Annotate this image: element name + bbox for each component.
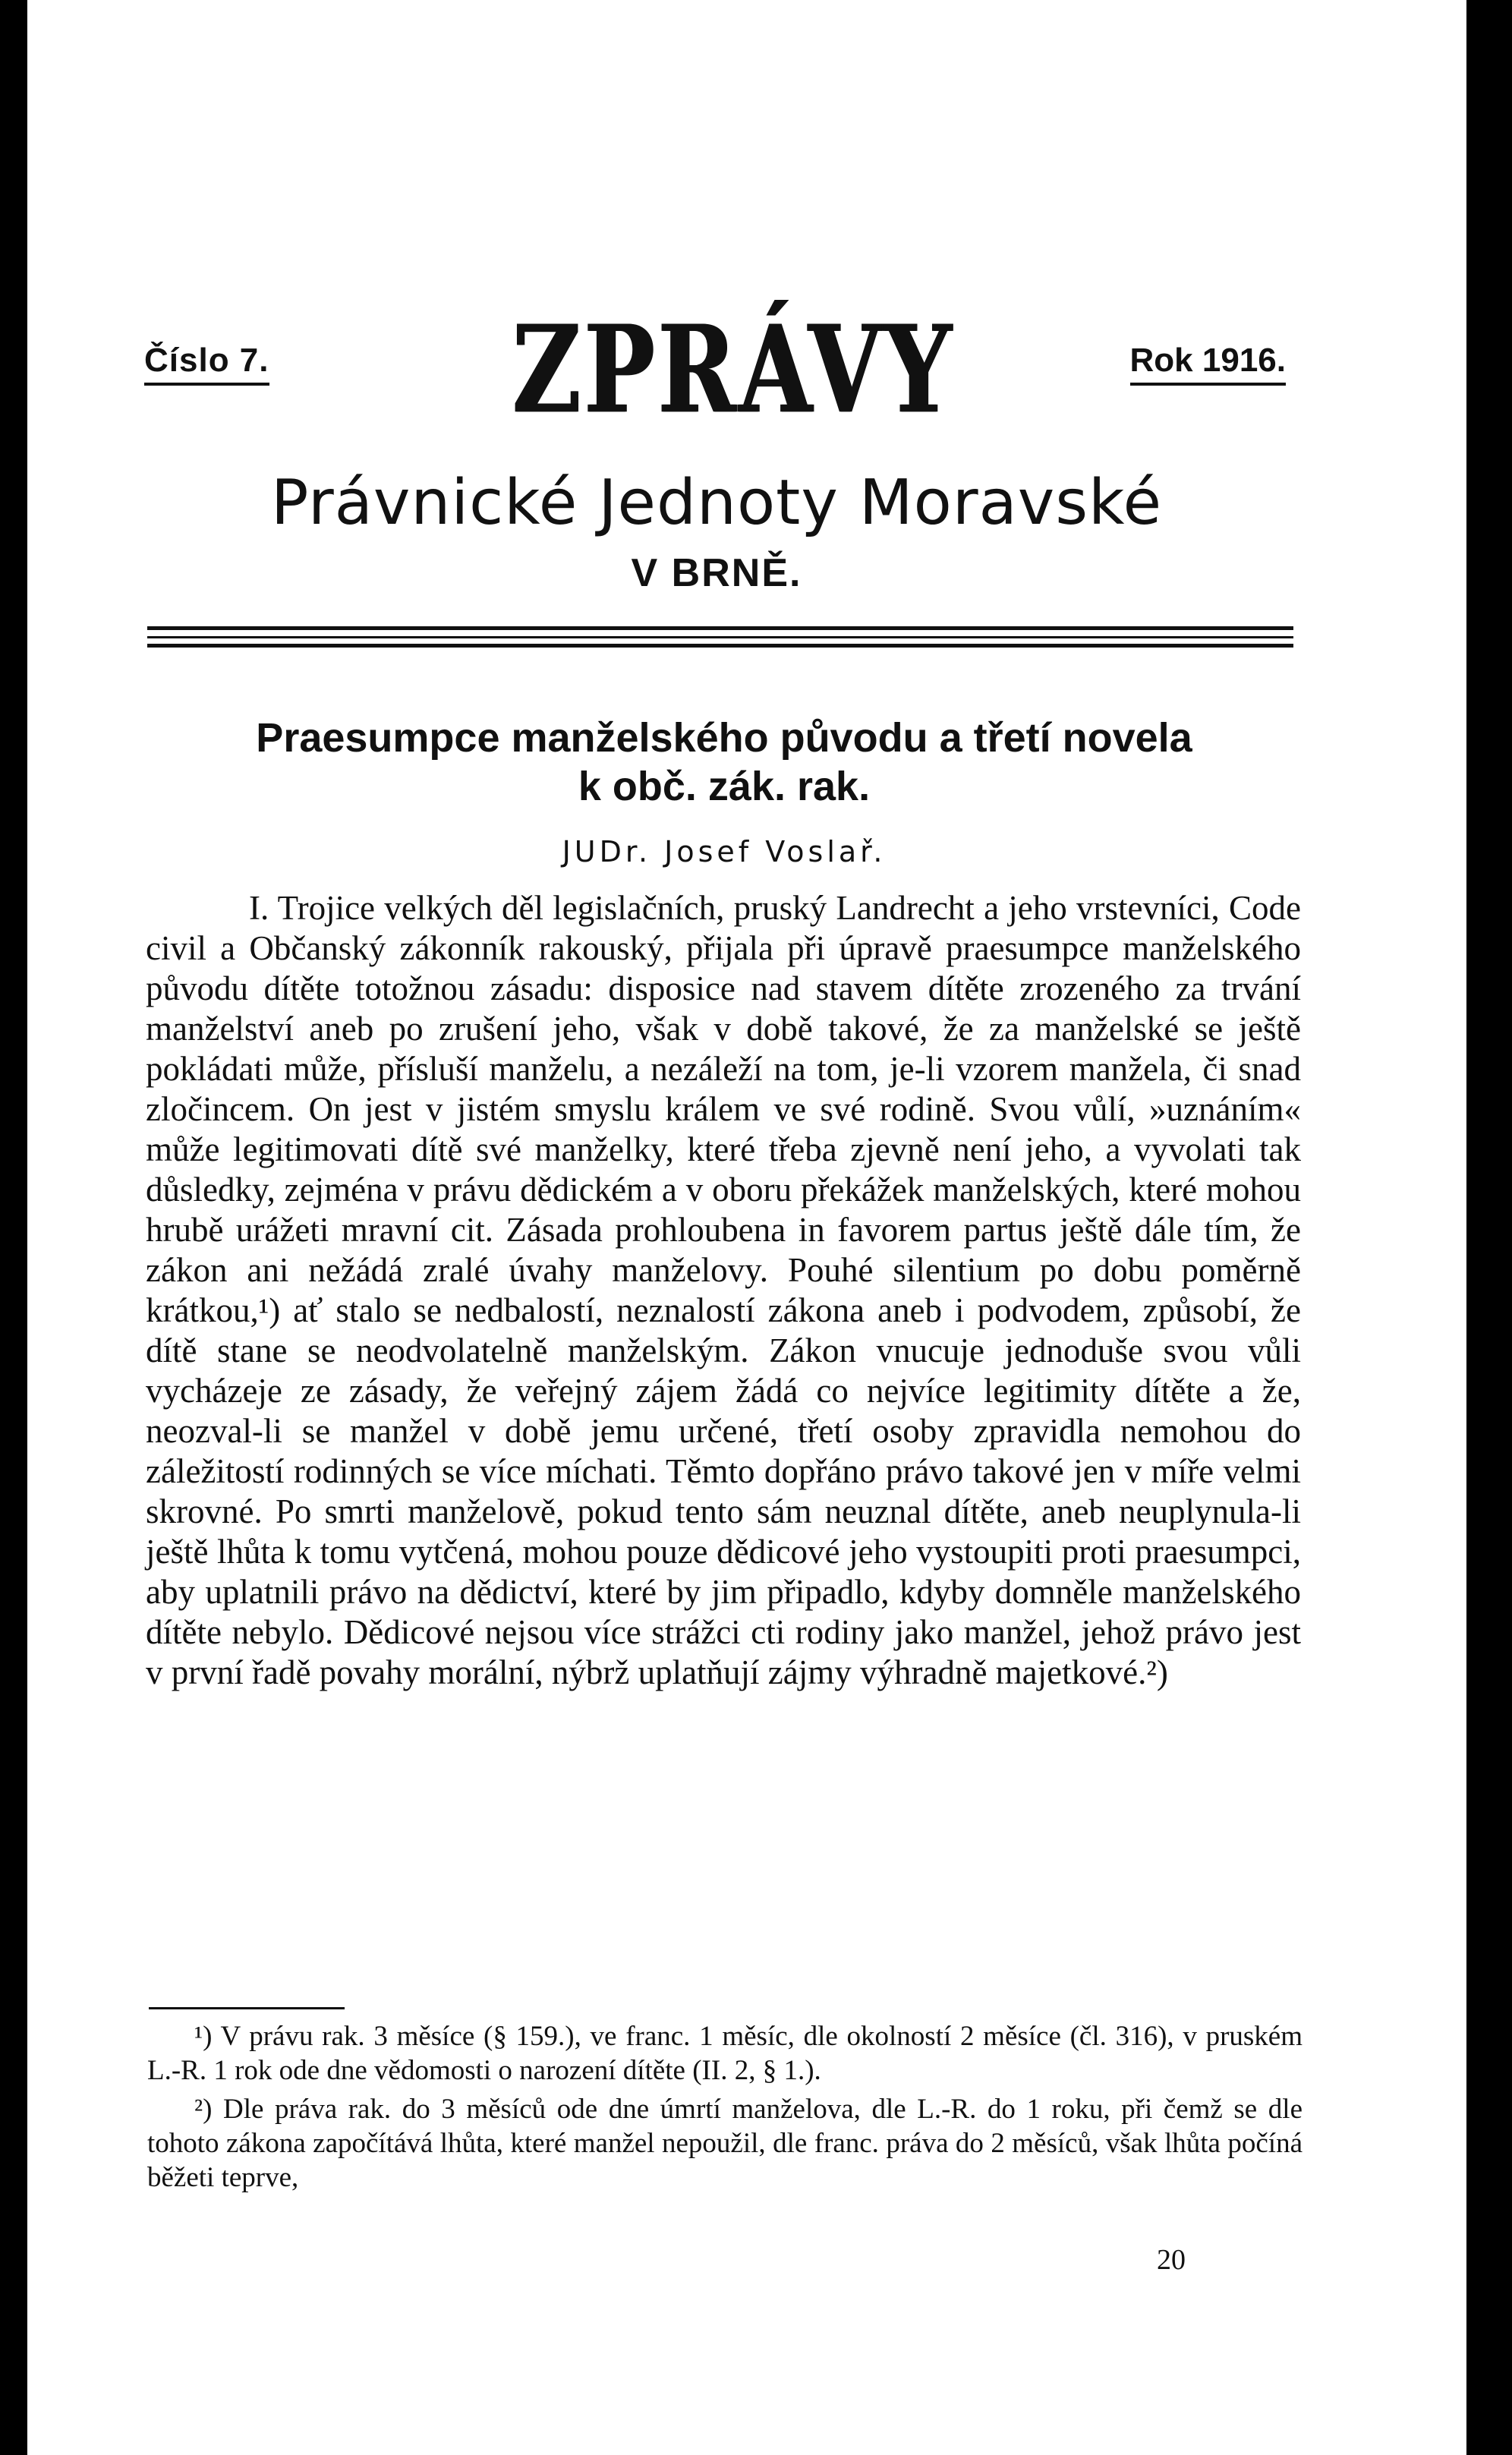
issue-number: Číslo 7.	[144, 342, 269, 386]
header-divider	[147, 636, 1293, 638]
header-divider	[147, 644, 1293, 648]
article-author: JUDr. Josef Voslař.	[562, 835, 887, 868]
footnote: ¹) V právu rak. 3 měsíce (§ 159.), ve franc. 1 měsíc, dle okolností 2 měsíce (čl. 316), v pruském L.-R. 1 rok ode dne vědomosti o narození dítěte (II. 2, § 1.).	[147, 2021, 1303, 2086]
journal-city: V BRNĚ.	[631, 551, 802, 595]
masthead-header	[132, 300, 1301, 441]
document-page	[11, 0, 1483, 2455]
article-body	[146, 888, 1301, 1693]
article-title-line: k obč. zák. rak.	[578, 764, 871, 809]
issue-year: Rok 1916.	[1130, 342, 1286, 386]
footnote-divider	[149, 2007, 345, 2009]
footnotes	[147, 2019, 1303, 2199]
body-paragraph: I. Trojice velkých děl legislačních, pruský Landrecht a jeho vrstevníci, Code civil a Občanský zákonník rakouský, přijala při úpravě praesumpce manželského původu dítěte totožnou zásadu: disposice nad stavem dítěte zrozeného za trvání manželství aneb po zrušení jeho, však v době takové, že za manželské se ještě pokládati může, přísluší manželu, a nezáleží na tom, je-li vzorem manžela, či snad zločincem. On jest v jistém smyslu králem ve své rodině. Svou vůlí, »uznáním« může legitimovati dítě své manželky, které třeba zjevně není jeho, a vyvolati tak důsledky, zejména v právu dědickém a v oboru překážek manželských, které mohou hrubě urážeti mravní cit. Zásada prohloubena in favorem partus ještě dále tím, že zákon ani nežádá zralé úvahy manželovy. Pouhé silentium po dobu poměrně krátkou,¹) ať stalo se nedbalostí, neznalostí zákona aneb i podvodem, způsobí, že dítě stane se neodvolatelně manželským. Zákon vnucuje jednoduše svou vůli vycházeje ze zásady, že veřejný zájem žádá co nejvíce legitimity dítěte a že, neozval-li se manžel v době jemu určené, třetí osoby zpravidla nemohou do záležitostí rodinných se více míchati. Těmto dopřáno právo takové jen v míře velmi skrovné. Po smrti manželově, pokud tento sám neuznal dítěte, aneb neuplynula-li ještě lhůta k tomu vytčená, mohou pouze dědicové jeho vystoupiti proti praesumpci, aby uplatnili právo na dědictví, které by jim připadlo, kdyby domněle manželského dítěte nebylo. Dědicové nejsou více strážci cti rodiny jako manžel, jehož právo jest v první řadě povahy morální, nýbrž uplatňují zájmy výhradně majetkové.²)	[146, 889, 1301, 1691]
scan-edge-right	[1466, 0, 1483, 2455]
header-divider	[147, 626, 1293, 630]
article-title	[140, 714, 1309, 811]
footnote: ²) Dle práva rak. do 3 měsíců ode dne úmrtí manželova, dle L.-R. do 1 roku, při čemž se dle tohoto zákona započítává lhůta, které manžel nepoužil, dle franc. práva do 2 měsíců, však lhůta počíná běžeti teprve,	[147, 2094, 1303, 2193]
journal-masthead: ZPRÁVY	[512, 300, 954, 441]
page-number: 20	[1157, 2244, 1186, 2276]
scan-edge-left	[11, 0, 27, 2455]
journal-subtitle: Právnické Jednoty Moravské	[270, 467, 1163, 539]
article-title-line: Praesumpce manželského původu a třetí novela	[256, 715, 1192, 761]
